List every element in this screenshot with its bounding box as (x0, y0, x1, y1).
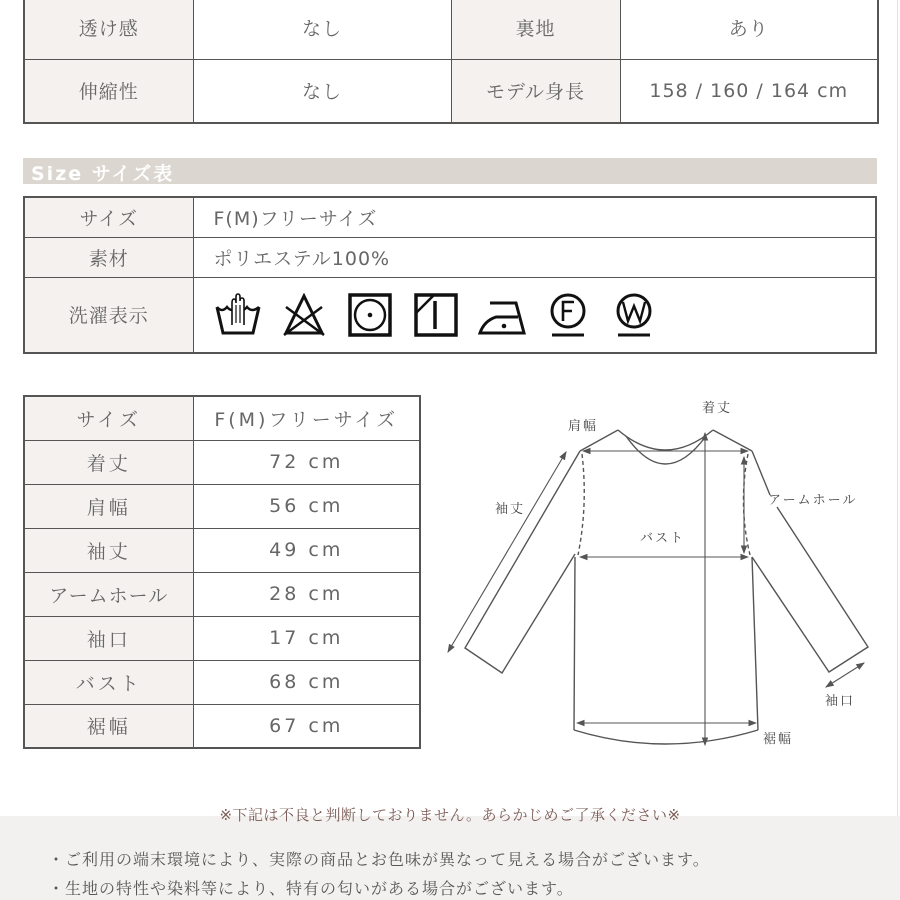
table-header-row (24, 396, 420, 440)
tumble-dry-low-icon (346, 293, 394, 337)
table-row (24, 660, 420, 704)
length-label: 着丈 (702, 401, 733, 416)
garment-outline-icon (440, 390, 900, 770)
attr-value: 158 / 160 / 164 cm (620, 59, 878, 123)
measure-value: 17 cm (193, 616, 420, 660)
care-icons-cell (193, 277, 876, 353)
measure-label: 着丈 (24, 440, 193, 484)
table-row (24, 440, 420, 484)
garment-measurement-diagram (440, 390, 900, 770)
attributes-table (23, 0, 879, 124)
measure-value: 68 cm (193, 660, 420, 704)
table-row (24, 277, 876, 353)
dry-clean-f-icon (544, 293, 592, 337)
measure-header-value: F(M)フリーサイズ (193, 396, 420, 440)
measure-label: 裾幅 (24, 704, 193, 748)
measure-value: 56 cm (193, 484, 420, 528)
size-section-title: Size サイズ表 (31, 163, 175, 185)
hem-label: 裾幅 (763, 732, 794, 747)
notice-line: ・生地の特性や染料等により、特有の匂いがある場合がございます。 (48, 879, 574, 898)
table-row (24, 59, 878, 123)
cuff-label: 袖口 (825, 694, 856, 709)
attr-label: 伸縮性 (24, 59, 193, 123)
line-dry-shade-icon (412, 293, 460, 337)
measure-value: 49 cm (193, 528, 420, 572)
notice-title: ※下記は不良と判断しておりません。あらかじめご了承ください※ (219, 806, 681, 824)
shoulder-label: 肩幅 (568, 419, 599, 434)
table-row (24, 572, 420, 616)
attr-value: なし (193, 0, 451, 59)
material-label: 素材 (24, 237, 193, 277)
attr-label: モデル身長 (451, 59, 620, 123)
attr-value: あり (620, 0, 878, 59)
bust-label: バスト (640, 531, 686, 546)
material-value: ポリエステル100% (193, 237, 876, 277)
iron-low-icon (478, 293, 526, 337)
measure-value: 72 cm (193, 440, 420, 484)
sleeve-label: 袖丈 (495, 502, 526, 517)
measure-label: バスト (24, 660, 193, 704)
care-label: 洗濯表示 (24, 277, 193, 353)
measure-value: 67 cm (193, 704, 420, 748)
attr-label: 裏地 (451, 0, 620, 59)
measure-label: 袖口 (24, 616, 193, 660)
measure-label: 袖丈 (24, 528, 193, 572)
measure-value: 28 cm (193, 572, 420, 616)
attr-value: なし (193, 59, 451, 123)
no-bleach-icon (280, 293, 328, 337)
table-row (24, 704, 420, 748)
notice-line: ・ご利用の端末環境により、実際の商品とお色味が異なって見える場合がございます。 (48, 850, 710, 869)
size-value: F(M)フリーサイズ (193, 197, 876, 237)
size-section-header (23, 158, 877, 184)
size-label: サイズ (24, 197, 193, 237)
table-row (24, 528, 420, 572)
product-info-table (23, 196, 877, 354)
measure-header-label: サイズ (24, 396, 193, 440)
table-row (24, 197, 876, 237)
measure-label: アームホール (24, 572, 193, 616)
armhole-label: アームホール (768, 493, 858, 508)
attr-label: 透け感 (24, 0, 193, 59)
wet-clean-w-icon (610, 293, 658, 337)
measure-label: 肩幅 (24, 484, 193, 528)
measurement-table (23, 395, 421, 749)
table-row (24, 484, 420, 528)
hand-wash-icon (214, 293, 262, 337)
table-row (24, 237, 876, 277)
table-row (24, 616, 420, 660)
table-row (24, 0, 878, 59)
